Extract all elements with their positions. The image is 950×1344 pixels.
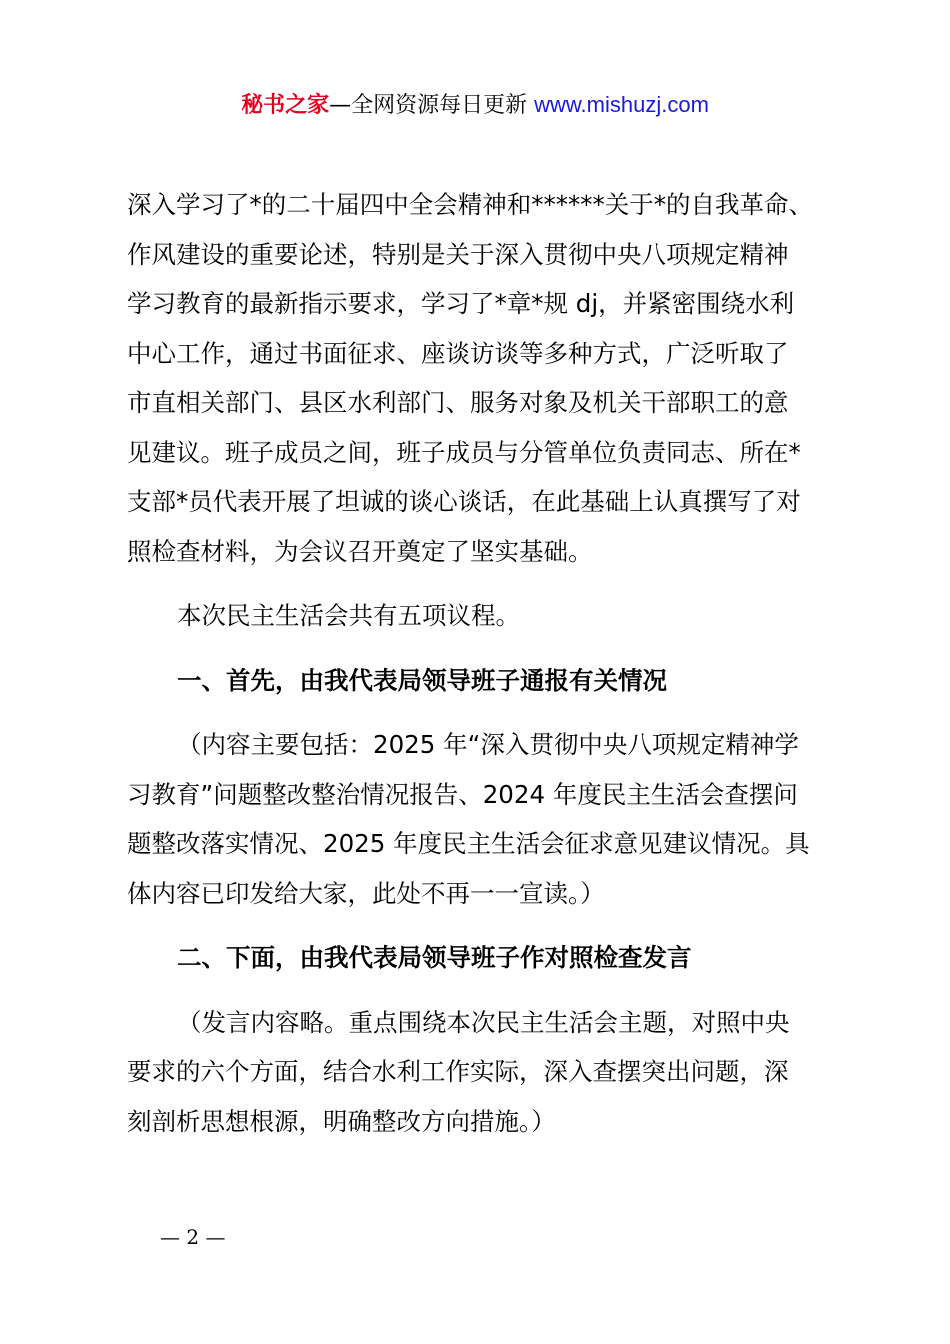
paragraph-line: 学习教育的最新指示要求，学习了*章*规 dj，并紧密围绕水利 (127, 289, 795, 318)
agenda-item-2-heading: 二、下面，由我代表局领导班子作对照检查发言 (177, 943, 692, 972)
document-body (127, 180, 827, 1146)
site-header (0, 88, 950, 123)
paragraph-line: 市直相关部门、县区水利部门、服务对象及机关干部职工的意 (127, 388, 789, 417)
agenda-item-1-note (127, 720, 827, 918)
paragraph-line: 作风建设的重要论述，特别是关于深入贯彻中央八项规定精神 (127, 239, 789, 269)
paragraph-line: （发言内容略。重点围绕本次民主生活会主题，对照中央 (177, 1007, 790, 1037)
agenda-item-1-heading: 一、首先，由我代表局领导班子通报有关情况 (177, 665, 667, 695)
paragraph-line: 照检查材料，为会议召开奠定了坚实基础。 (127, 536, 593, 566)
paragraph-1 (127, 180, 827, 576)
site-brand: 秘书之家 (241, 93, 330, 118)
paragraph-line: 见建议。班子成员之间，班子成员与分管单位负责同志、所在* (127, 437, 801, 467)
paragraph-line: 支部*员代表开展了坦诚的谈心谈话，在此基础上认真撰写了对 (127, 487, 801, 516)
header-slogan: 全网资源每日更新 (351, 93, 528, 118)
paragraph-line: 深入学习了*的二十届四中全会精神和******关于*的自我革命、 (127, 190, 813, 219)
site-url-link[interactable]: www.mishuzj.com (534, 92, 709, 117)
agenda-intro: 本次民主生活会共有五项议程。 (177, 601, 520, 630)
page-number: — 2 — (160, 1225, 226, 1249)
agenda-item-2-note (127, 998, 827, 1147)
paragraph-line: 体内容已印发给大家，此处不再一一宣读。） (127, 878, 605, 908)
paragraph-line: （内容主要包括：2025 年“深入贯彻中央八项规定精神学 (177, 730, 799, 759)
paragraph-line: 题整改落实情况、2025 年度民主生活会征求意见建议情况。具 (127, 829, 810, 858)
paragraph-line: 习教育”问题整改整治情况报告、2024 年度民主生活会查摆问 (127, 779, 798, 809)
paragraph-line: 要求的六个方面，结合水利工作实际，深入查摆突出问题，深 (127, 1057, 789, 1086)
header-separator: — (329, 93, 352, 118)
paragraph-line: 中心工作，通过书面征求、座谈访谈等多种方式，广泛听取了 (127, 338, 789, 368)
paragraph-line: 刻剖析思想根源，明确整改方向措施。） (127, 1106, 556, 1136)
